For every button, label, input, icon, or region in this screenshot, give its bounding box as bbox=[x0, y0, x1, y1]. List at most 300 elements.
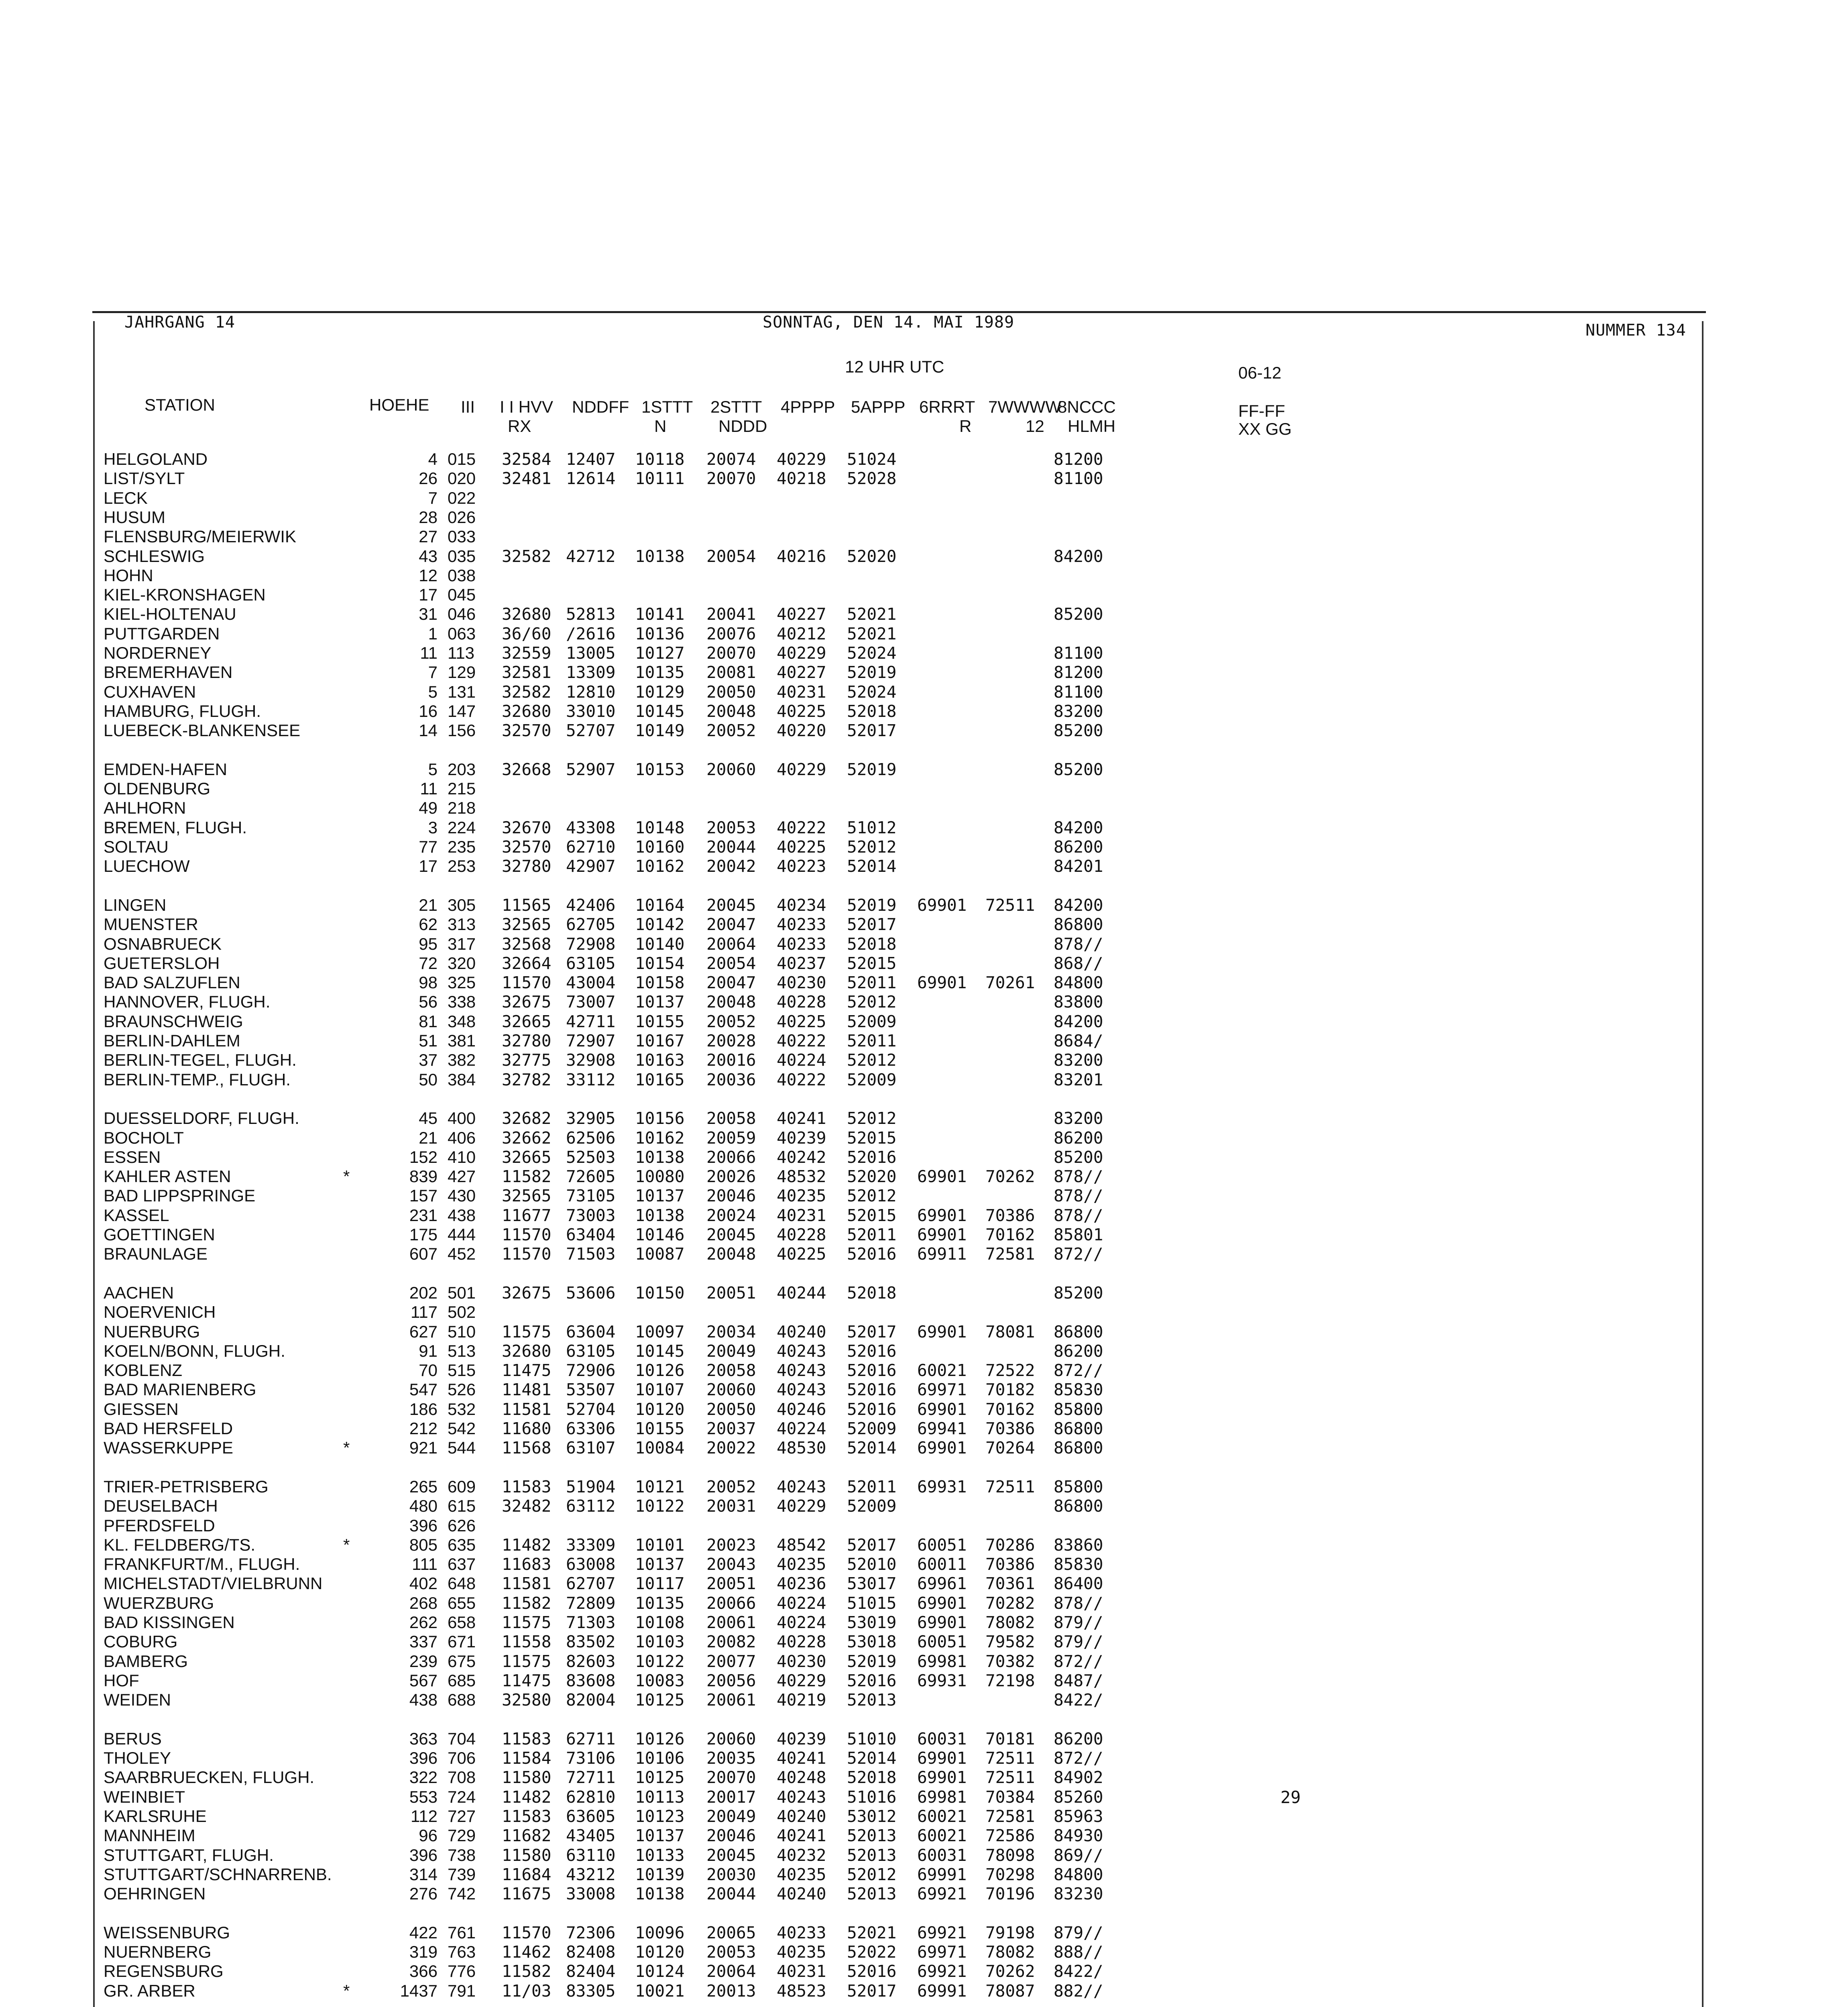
table-row bbox=[0, 1594, 1848, 1613]
synop-group: 73105 bbox=[566, 1186, 616, 1206]
synop-group: 20041 bbox=[706, 605, 756, 624]
synop-group: 20050 bbox=[706, 682, 756, 702]
station-name: LIST/SYLT bbox=[104, 469, 185, 488]
synop-group: 71503 bbox=[566, 1244, 616, 1264]
synop-group: 10139 bbox=[635, 1865, 685, 1884]
synop-group: 10021 bbox=[635, 1981, 685, 2001]
synop-group: 20052 bbox=[706, 721, 756, 741]
station-name: BAD LIPPSPRINGE bbox=[104, 1186, 256, 1205]
synop-group: 72511 bbox=[985, 1768, 1035, 1787]
station-index: 046 bbox=[448, 605, 476, 624]
station-index: 438 bbox=[448, 1205, 476, 1225]
synop-group: 20066 bbox=[706, 1147, 756, 1167]
synop-group: 11570 bbox=[502, 1225, 552, 1244]
synop-group: 11583 bbox=[502, 1807, 552, 1826]
synop-group: 53606 bbox=[566, 1283, 616, 1303]
table-row bbox=[0, 1632, 1848, 1651]
synop-group: 86200 bbox=[1054, 837, 1103, 857]
synop-group: 20060 bbox=[706, 759, 756, 779]
synop-group: 40212 bbox=[777, 624, 826, 643]
station-height: 50 bbox=[419, 1070, 438, 1089]
synop-group: 20058 bbox=[706, 1361, 756, 1380]
station-name: EMDEN-HAFEN bbox=[104, 759, 228, 779]
synop-group: 70384 bbox=[985, 1787, 1035, 1807]
station-name: BAMBERG bbox=[104, 1651, 188, 1671]
synop-group: 32570 bbox=[502, 721, 552, 741]
synop-group: 33008 bbox=[566, 1884, 616, 1904]
synop-group: 52018 bbox=[847, 934, 897, 954]
synop-group: 86800 bbox=[1054, 1419, 1103, 1438]
station-index: 542 bbox=[448, 1419, 476, 1438]
synop-group: 69901 bbox=[917, 1438, 967, 1458]
synop-group: 10126 bbox=[635, 1729, 685, 1748]
station-height: 607 bbox=[409, 1244, 438, 1264]
table-row bbox=[0, 798, 1848, 818]
synop-group: 20046 bbox=[706, 1186, 756, 1206]
station-index: 739 bbox=[448, 1865, 476, 1884]
synop-group: 10101 bbox=[635, 1535, 685, 1555]
synop-group: 40233 bbox=[777, 934, 826, 954]
synop-group: 60051 bbox=[917, 1535, 967, 1555]
station-name: KASSEL bbox=[104, 1205, 169, 1225]
synop-group: 53012 bbox=[847, 1807, 897, 1826]
station-index: 113 bbox=[448, 643, 474, 662]
synop-group: 11580 bbox=[502, 1768, 552, 1787]
table-row bbox=[0, 1419, 1848, 1438]
synop-group: 84930 bbox=[1054, 1826, 1103, 1846]
synop-group: 872// bbox=[1054, 1651, 1103, 1671]
col-c3-sub: N bbox=[654, 417, 667, 436]
synop-group: 879// bbox=[1054, 1632, 1103, 1652]
synop-group: 42711 bbox=[566, 1012, 616, 1031]
synop-group: 20060 bbox=[706, 1729, 756, 1748]
table-row bbox=[0, 1748, 1848, 1768]
synop-group: 70386 bbox=[985, 1419, 1035, 1438]
station-height: 547 bbox=[409, 1380, 438, 1399]
synop-group: 40232 bbox=[777, 1845, 826, 1865]
synop-group: 72511 bbox=[985, 1477, 1035, 1496]
synop-group: 52019 bbox=[847, 1651, 897, 1671]
synop-group: 40229 bbox=[777, 450, 826, 469]
synop-group: 40216 bbox=[777, 546, 826, 566]
synop-group: 52013 bbox=[847, 1845, 897, 1865]
synop-group: 83608 bbox=[566, 1671, 616, 1690]
synop-group: 10162 bbox=[635, 1128, 685, 1148]
synop-group: 10146 bbox=[635, 1225, 685, 1244]
synop-group: 11482 bbox=[502, 1535, 552, 1555]
station-height: 3 bbox=[428, 818, 438, 837]
station-index: 515 bbox=[448, 1361, 476, 1380]
synop-group: 20047 bbox=[706, 973, 756, 993]
synop-group: 20035 bbox=[706, 1748, 756, 1768]
station-index: 637 bbox=[448, 1555, 476, 1574]
station-name: MICHELSTADT/VIELBRUNN bbox=[104, 1574, 323, 1593]
station-height: 7 bbox=[428, 663, 438, 682]
station-name: LINGEN bbox=[104, 895, 167, 914]
table-row bbox=[0, 682, 1848, 702]
synop-group: 13309 bbox=[566, 663, 616, 682]
synop-group: 20031 bbox=[706, 1496, 756, 1516]
col-c7-sub: R bbox=[959, 417, 972, 436]
synop-group: 52016 bbox=[847, 1962, 897, 1981]
synop-group: 60031 bbox=[917, 1845, 967, 1865]
station-height: 212 bbox=[409, 1419, 438, 1438]
synop-group: 85830 bbox=[1054, 1380, 1103, 1400]
synop-group: 72581 bbox=[985, 1244, 1035, 1264]
station-index: 338 bbox=[448, 992, 476, 1012]
synop-group: 63605 bbox=[566, 1807, 616, 1826]
table-row bbox=[0, 1186, 1848, 1205]
synop-group: 20023 bbox=[706, 1535, 756, 1555]
synop-group: 40229 bbox=[777, 1496, 826, 1516]
synop-group: 20048 bbox=[706, 992, 756, 1012]
synop-group: 70282 bbox=[985, 1593, 1035, 1613]
synop-group: 40233 bbox=[777, 1923, 826, 1942]
synop-group: 32905 bbox=[566, 1109, 616, 1128]
synop-group: 40224 bbox=[777, 1050, 826, 1070]
synop-group: 32570 bbox=[502, 837, 552, 857]
table-row bbox=[0, 1400, 1848, 1419]
synop-group: 32584 bbox=[502, 450, 552, 469]
synop-group: 40225 bbox=[777, 1012, 826, 1031]
col-c4: 2STTT bbox=[710, 397, 762, 416]
synop-group: 10145 bbox=[635, 701, 685, 721]
synop-group: 11575 bbox=[502, 1322, 552, 1341]
synop-group: 69901 bbox=[917, 1167, 967, 1187]
synop-group: 62707 bbox=[566, 1574, 616, 1594]
synop-group: 11575 bbox=[502, 1651, 552, 1671]
synop-group: 10083 bbox=[635, 1671, 685, 1690]
synop-group: 52017 bbox=[847, 1981, 897, 2001]
station-name: WEINBIET bbox=[104, 1787, 185, 1806]
table-row bbox=[0, 702, 1848, 721]
station-index: 320 bbox=[448, 953, 476, 973]
station-height: 319 bbox=[409, 1942, 438, 1962]
station-height: 805 bbox=[409, 1535, 438, 1554]
synop-group: 70181 bbox=[985, 1729, 1035, 1748]
synop-group: 10156 bbox=[635, 1109, 685, 1128]
table-row bbox=[0, 857, 1848, 876]
station-index: 729 bbox=[448, 1826, 476, 1845]
table-row bbox=[0, 1555, 1848, 1574]
synop-group: 52012 bbox=[847, 1109, 897, 1128]
synop-group: 69991 bbox=[917, 1981, 967, 2001]
synop-group: 69901 bbox=[917, 1613, 967, 1632]
synop-group: 20048 bbox=[706, 701, 756, 721]
synop-group: 84800 bbox=[1054, 1865, 1103, 1884]
station-height: 95 bbox=[419, 934, 438, 953]
synop-group: 52009 bbox=[847, 1012, 897, 1031]
station-index: 671 bbox=[448, 1632, 476, 1651]
synop-group: 20065 bbox=[706, 1923, 756, 1942]
synop-group: 872// bbox=[1054, 1748, 1103, 1768]
synop-group: 52011 bbox=[847, 1477, 897, 1496]
synop-group: 40229 bbox=[777, 1671, 826, 1690]
synop-group: 52013 bbox=[847, 1690, 897, 1710]
synop-group: 69901 bbox=[917, 1768, 967, 1787]
table-row bbox=[0, 1516, 1848, 1535]
synop-group: 10135 bbox=[635, 1593, 685, 1613]
synop-group: 53507 bbox=[566, 1380, 616, 1400]
table-row bbox=[0, 779, 1848, 798]
synop-group: 60021 bbox=[917, 1826, 967, 1846]
station-height: 553 bbox=[409, 1787, 438, 1806]
synop-group: 11580 bbox=[502, 1845, 552, 1865]
synop-group: 78082 bbox=[985, 1942, 1035, 1962]
synop-group: 69911 bbox=[917, 1244, 967, 1264]
station-name: MANNHEIM bbox=[104, 1826, 195, 1845]
station-height: 21 bbox=[419, 1128, 438, 1147]
synop-group: 872// bbox=[1054, 1244, 1103, 1264]
mountain-station-mark: * bbox=[343, 1981, 350, 2000]
station-index: 675 bbox=[448, 1651, 476, 1671]
synop-group: 52016 bbox=[847, 1399, 897, 1419]
synop-group: 52019 bbox=[847, 895, 897, 915]
synop-group: 81100 bbox=[1054, 469, 1103, 489]
station-name: PUTTGARDEN bbox=[104, 624, 220, 643]
station-index: 038 bbox=[448, 566, 476, 585]
synop-group: 40246 bbox=[777, 1399, 826, 1419]
station-height: 157 bbox=[409, 1186, 438, 1205]
station-height: 239 bbox=[409, 1651, 438, 1671]
table-row bbox=[0, 1962, 1848, 1981]
station-index: 609 bbox=[448, 1477, 476, 1496]
synop-group: 40229 bbox=[777, 759, 826, 779]
station-height: 262 bbox=[409, 1613, 438, 1632]
station-name: AHLHORN bbox=[104, 798, 186, 818]
station-name: LUECHOW bbox=[104, 857, 190, 876]
synop-group: 52021 bbox=[847, 605, 897, 624]
synop-group: 10111 bbox=[635, 469, 685, 489]
synop-group: 42406 bbox=[566, 895, 616, 915]
station-height: 921 bbox=[409, 1438, 438, 1457]
synop-group: 40222 bbox=[777, 818, 826, 837]
synop-group: 10137 bbox=[635, 992, 685, 1012]
station-height: 396 bbox=[409, 1845, 438, 1865]
synop-group: 52704 bbox=[566, 1399, 616, 1419]
synop-group: 85800 bbox=[1054, 1477, 1103, 1496]
table-row bbox=[0, 1225, 1848, 1244]
synop-group: 878// bbox=[1054, 1186, 1103, 1206]
synop-group: 8422/ bbox=[1054, 1962, 1103, 1981]
synop-group: 69901 bbox=[917, 1748, 967, 1768]
station-name: ESSEN bbox=[104, 1147, 161, 1166]
station-name: KIEL-HOLTENAU bbox=[104, 605, 236, 624]
synop-group: 62705 bbox=[566, 915, 616, 934]
synop-group: 10125 bbox=[635, 1690, 685, 1710]
station-index: 452 bbox=[448, 1244, 476, 1264]
station-height: 37 bbox=[419, 1050, 438, 1070]
synop-group: 11570 bbox=[502, 1244, 552, 1264]
station-index: 203 bbox=[448, 759, 476, 779]
synop-group: 40231 bbox=[777, 682, 826, 702]
station-name: AACHEN bbox=[104, 1283, 174, 1302]
synop-group: 36/60 bbox=[502, 624, 552, 643]
synop-group: 70262 bbox=[985, 1962, 1035, 1981]
synop-group: 51024 bbox=[847, 450, 897, 469]
synop-group: 52024 bbox=[847, 682, 897, 702]
synop-group: 63107 bbox=[566, 1438, 616, 1458]
col-c3: 1STTT bbox=[641, 397, 693, 416]
synop-group: 10154 bbox=[635, 953, 685, 973]
synop-group: 40222 bbox=[777, 1070, 826, 1089]
station-height: 31 bbox=[419, 605, 438, 624]
table-row bbox=[0, 1438, 1848, 1457]
synop-group: 20048 bbox=[706, 1244, 756, 1264]
synop-group: 32580 bbox=[502, 1690, 552, 1710]
synop-group: 40224 bbox=[777, 1593, 826, 1613]
station-name: HOF bbox=[104, 1671, 139, 1690]
synop-group: 869// bbox=[1054, 1845, 1103, 1865]
synop-group: 72306 bbox=[566, 1923, 616, 1942]
table-row bbox=[0, 1787, 1848, 1807]
synop-group: 69971 bbox=[917, 1380, 967, 1400]
synop-group: 32775 bbox=[502, 1050, 552, 1070]
synop-group: 52014 bbox=[847, 1438, 897, 1458]
synop-group: 40228 bbox=[777, 1225, 826, 1244]
synop-group: 51012 bbox=[847, 818, 897, 837]
station-index: 742 bbox=[448, 1884, 476, 1903]
synop-group: 72907 bbox=[566, 1031, 616, 1050]
synop-group: 11682 bbox=[502, 1826, 552, 1846]
station-name: SOLTAU bbox=[104, 837, 169, 856]
synop-group: 11584 bbox=[502, 1748, 552, 1768]
station-name: KL. FELDBERG/TS. bbox=[104, 1535, 256, 1554]
station-index: 348 bbox=[448, 1012, 476, 1031]
station-index: 708 bbox=[448, 1768, 476, 1787]
station-name: REGENSBURG bbox=[104, 1962, 224, 1981]
table-row bbox=[0, 760, 1848, 779]
synop-group: 40237 bbox=[777, 953, 826, 973]
synop-group: 69901 bbox=[917, 973, 967, 993]
station-name: FRANKFURT/M., FLUGH. bbox=[104, 1555, 300, 1574]
synop-group: 52017 bbox=[847, 915, 897, 934]
synop-group: 70162 bbox=[985, 1399, 1035, 1419]
synop-group: 52021 bbox=[847, 1923, 897, 1942]
synop-group: 20037 bbox=[706, 1419, 756, 1438]
station-height: 27 bbox=[419, 527, 438, 546]
synop-group: 52503 bbox=[566, 1147, 616, 1167]
station-index: 147 bbox=[448, 701, 476, 721]
synop-group: 40228 bbox=[777, 992, 826, 1012]
synop-group: 83230 bbox=[1054, 1884, 1103, 1904]
synop-group: 32675 bbox=[502, 1283, 552, 1303]
synop-group: 81200 bbox=[1054, 450, 1103, 469]
synop-group: 40236 bbox=[777, 1574, 826, 1594]
station-height: 402 bbox=[409, 1574, 438, 1593]
station-name: KOELN/BONN, FLUGH. bbox=[104, 1341, 285, 1360]
synop-group: 10167 bbox=[635, 1031, 685, 1050]
synop-group: 33112 bbox=[566, 1070, 616, 1089]
synop-group: 878// bbox=[1054, 1167, 1103, 1187]
synop-group: 32568 bbox=[502, 934, 552, 954]
synop-group: 40230 bbox=[777, 973, 826, 993]
synop-group: 10149 bbox=[635, 721, 685, 741]
synop-group: 20056 bbox=[706, 1671, 756, 1690]
station-index: 224 bbox=[448, 818, 476, 837]
table-row bbox=[0, 1031, 1848, 1050]
synop-group: 72198 bbox=[985, 1671, 1035, 1690]
synop-group: 20051 bbox=[706, 1574, 756, 1594]
station-height: 366 bbox=[409, 1962, 438, 1981]
synop-group: 32559 bbox=[502, 643, 552, 663]
jahrgang-label: JAHRGANG 14 bbox=[124, 313, 235, 332]
synop-group: 11684 bbox=[502, 1865, 552, 1884]
table-row bbox=[0, 566, 1848, 585]
synop-group: 20045 bbox=[706, 1845, 756, 1865]
synop-group: 69941 bbox=[917, 1419, 967, 1438]
synop-group: 20026 bbox=[706, 1167, 756, 1187]
station-name: BRAUNLAGE bbox=[104, 1244, 208, 1264]
synop-group: 10164 bbox=[635, 895, 685, 915]
synop-group: 70361 bbox=[985, 1574, 1035, 1594]
synop-group: 52012 bbox=[847, 1050, 897, 1070]
station-height: 322 bbox=[409, 1768, 438, 1787]
synop-group: 40235 bbox=[777, 1186, 826, 1206]
synop-group: 52015 bbox=[847, 1205, 897, 1225]
synop-group: 878// bbox=[1054, 1593, 1103, 1613]
synop-group: 72906 bbox=[566, 1361, 616, 1380]
synop-group: 10126 bbox=[635, 1361, 685, 1380]
station-height: 12 bbox=[419, 566, 438, 585]
synop-group: 10122 bbox=[635, 1496, 685, 1516]
synop-group: 85963 bbox=[1054, 1807, 1103, 1826]
col-c8: 7WWWW bbox=[988, 397, 1061, 416]
table-row bbox=[0, 973, 1848, 992]
synop-group: 40225 bbox=[777, 837, 826, 857]
table-row bbox=[0, 1206, 1848, 1225]
synop-group: 82603 bbox=[566, 1651, 616, 1671]
synop-group: 52707 bbox=[566, 721, 616, 741]
synop-group: 72908 bbox=[566, 934, 616, 954]
station-name: BERLIN-DAHLEM bbox=[104, 1031, 240, 1050]
synop-group: 40243 bbox=[777, 1361, 826, 1380]
synop-group: 20082 bbox=[706, 1632, 756, 1652]
synop-group: 70182 bbox=[985, 1380, 1035, 1400]
synop-group: 10103 bbox=[635, 1632, 685, 1652]
table-row bbox=[0, 934, 1848, 954]
station-index: 015 bbox=[448, 450, 476, 468]
synop-group: 33309 bbox=[566, 1535, 616, 1555]
table-row bbox=[0, 954, 1848, 973]
synop-group: 11575 bbox=[502, 1613, 552, 1632]
synop-group: 32780 bbox=[502, 857, 552, 876]
station-index: 430 bbox=[448, 1186, 476, 1205]
station-name: NUERBURG bbox=[104, 1322, 200, 1341]
synop-group: 52014 bbox=[847, 1748, 897, 1768]
station-height: 96 bbox=[419, 1826, 438, 1845]
synop-group: 52020 bbox=[847, 1167, 897, 1187]
synop-group: 78098 bbox=[985, 1845, 1035, 1865]
synop-group: 69901 bbox=[917, 1399, 967, 1419]
station-height: 363 bbox=[409, 1729, 438, 1748]
table-row bbox=[0, 605, 1848, 624]
synop-group: 10138 bbox=[635, 1884, 685, 1904]
station-index: 381 bbox=[448, 1031, 476, 1050]
synop-group: 40222 bbox=[777, 1031, 826, 1050]
synop-group: 32908 bbox=[566, 1050, 616, 1070]
synop-group: 86200 bbox=[1054, 1341, 1103, 1361]
synop-group: 86200 bbox=[1054, 1729, 1103, 1748]
station-index: 761 bbox=[448, 1923, 476, 1942]
synop-group: 73007 bbox=[566, 992, 616, 1012]
station-name: BAD HERSFELD bbox=[104, 1419, 233, 1438]
synop-group: 32582 bbox=[502, 682, 552, 702]
synop-group: 40220 bbox=[777, 721, 826, 741]
synop-group: 52012 bbox=[847, 1865, 897, 1884]
synop-group: 12614 bbox=[566, 469, 616, 489]
synop-group: 69931 bbox=[917, 1671, 967, 1690]
